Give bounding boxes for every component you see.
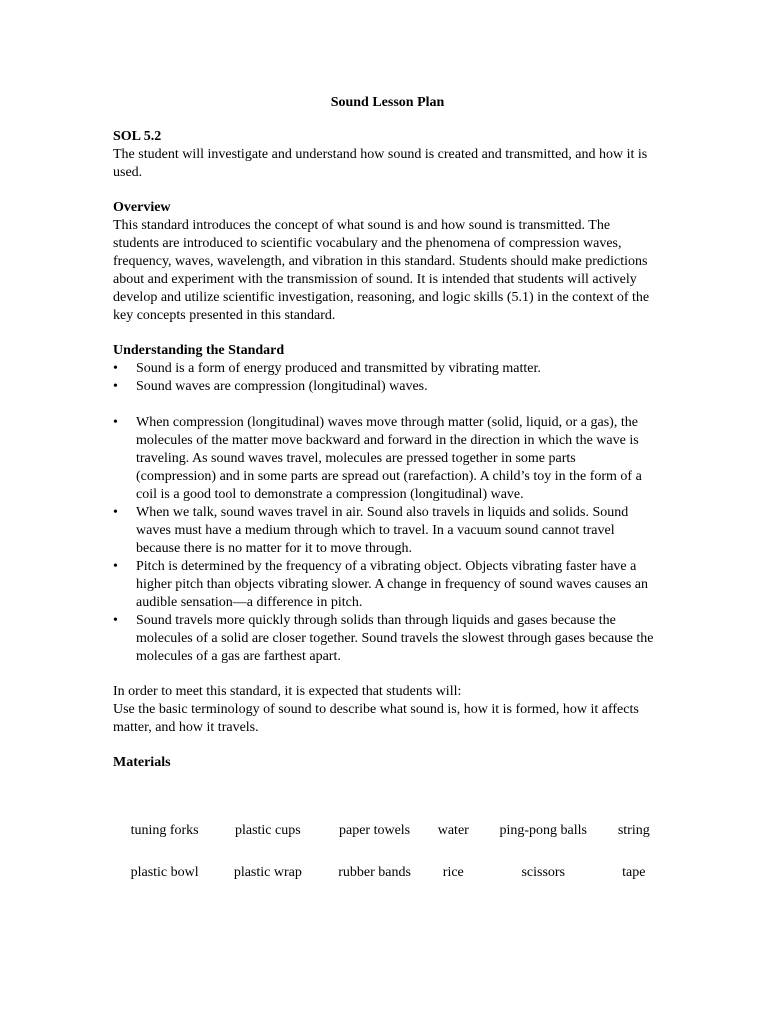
expectations-text: Use the basic terminology of sound to describe what sound is, how it is formed, how it affects matter, and how it travels. — [113, 702, 639, 735]
list-item-text: Pitch is determined by the frequency of a vibrating object. Objects vibrating faster have a higher pitch than objects vibrating slower. A change in frequency of sound waves causes an audible sensation—a difference in pitch. — [136, 559, 649, 610]
bullet-icon: • — [113, 361, 118, 376]
list-item — [113, 504, 658, 558]
list-item — [113, 378, 658, 396]
understanding-section — [113, 342, 658, 666]
table-row — [113, 810, 658, 864]
list-spacer — [113, 396, 658, 414]
bullet-icon: • — [113, 613, 118, 628]
list-item — [113, 558, 658, 612]
material-cell: scissors — [521, 865, 565, 880]
material-cell: plastic bowl — [130, 865, 199, 880]
understanding-heading: Understanding the Standard — [113, 343, 285, 358]
list-item — [113, 414, 658, 504]
sol-section — [113, 128, 658, 182]
material-cell: rubber bands — [338, 865, 411, 880]
material-cell: tape — [622, 865, 646, 880]
material-cell: paper towels — [338, 823, 411, 838]
material-cell: plastic wrap — [233, 865, 302, 880]
materials-heading: Materials — [113, 755, 171, 770]
list-item — [113, 360, 658, 378]
list-item-text: Sound waves are compression (longitudinal) waves. — [136, 379, 428, 394]
list-item-text: When compression (longitudinal) waves move through matter (solid, liquid, or a gas), the molecules of the matter move backward and forward in the direction in which the wave is traveling. As sound waves travel, molecules are pressed together in some parts (compression) and in some parts are spread out (rarefaction). A child’s toy in the form of a coil is a good tool to demonstrate a compression (longitudinal) wave. — [136, 415, 642, 502]
expectations-section — [113, 683, 658, 737]
bullet-icon: • — [113, 559, 118, 574]
material-cell: water — [437, 823, 469, 838]
sol-heading: SOL 5.2 — [113, 129, 162, 144]
material-cell: rice — [442, 865, 464, 880]
material-cell: string — [617, 823, 650, 838]
document-page — [113, 94, 658, 772]
list-item-text: Sound is a form of energy produced and transmitted by vibrating matter. — [136, 361, 541, 376]
bullet-icon: • — [113, 415, 118, 430]
understanding-list-2 — [113, 414, 658, 666]
table-row — [113, 864, 658, 918]
overview-text: This standard introduces the concept of what sound is and how sound is transmitted. The students are introduced to scientific vocabulary and the phenomena of compression waves, frequency, waves, wavelength, and vibration in this standard. Students should make predictions about and experiment with the transmission of sound. It is intended that students will actively develop and utilize scientific investigation, reasoning, and logic skills (5.1) in the context of the key concepts presented in this standard. — [113, 218, 650, 323]
material-cell: tuning forks — [130, 823, 199, 838]
material-cell: plastic cups — [234, 823, 301, 838]
bullet-icon: • — [113, 505, 118, 520]
list-item-text: Sound travels more quickly through solids than through liquids and gases because the molecules of a solid are closer together. Sound travels the slowest through gases because the molecules of a gas are farthest apart. — [136, 613, 654, 664]
overview-section — [113, 199, 658, 325]
materials-table — [113, 810, 658, 918]
sol-text: The student will investigate and understand how sound is created and transmitted, and how it is used. — [113, 147, 648, 180]
list-item — [113, 612, 658, 666]
material-cell: ping-pong balls — [499, 823, 587, 838]
overview-heading: Overview — [113, 200, 171, 215]
list-item-text: When we talk, sound waves travel in air. Sound also travels in liquids and solids. Sound waves must have a medium through which to travel. In a vacuum sound cannot travel because there is no matter for it to move through. — [136, 505, 629, 556]
bullet-icon: • — [113, 379, 118, 394]
understanding-list-1 — [113, 360, 658, 396]
document-title: Sound Lesson Plan — [330, 95, 445, 110]
expectations-intro: In order to meet this standard, it is expected that students will: — [113, 684, 462, 699]
